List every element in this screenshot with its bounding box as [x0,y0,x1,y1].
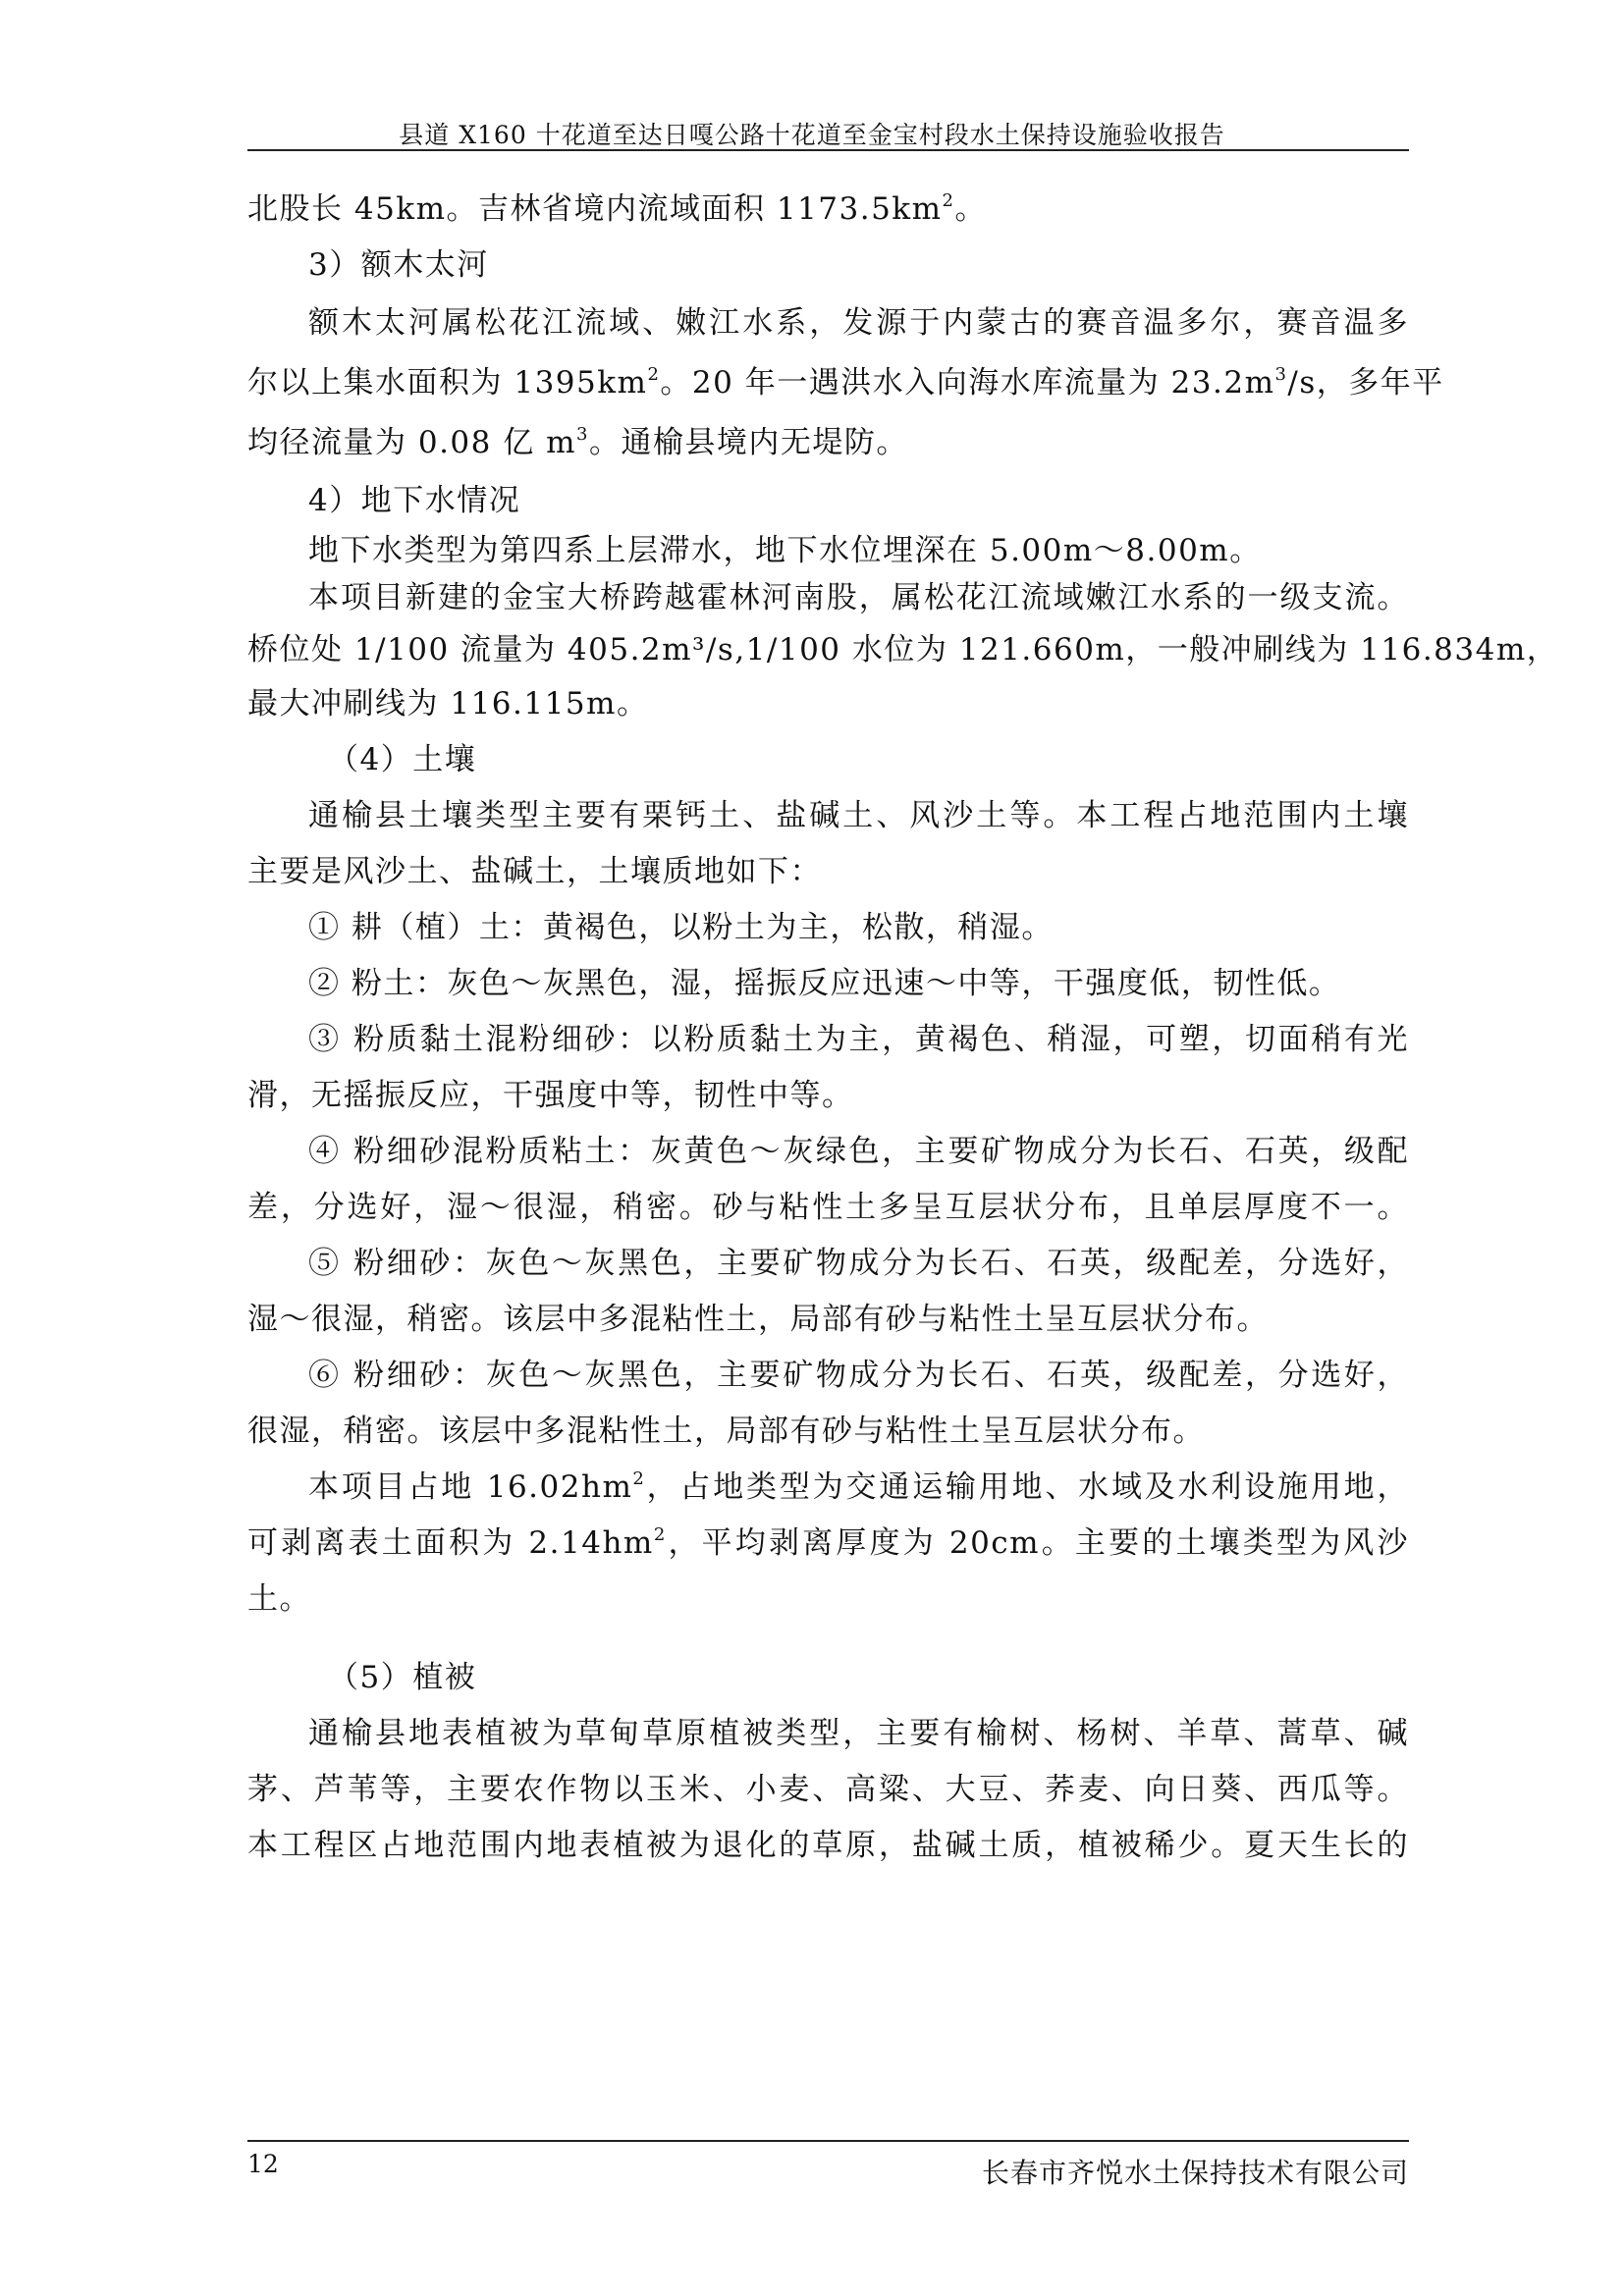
page-number: 12 [247,2150,279,2178]
footer-company-name: 长春市齐悦水土保持技术有限公司 [981,2157,1409,2189]
footer-divider [247,2140,1409,2142]
paragraph-line: 通榆县地表植被为草甸草原植被类型，主要有榆树、杨树、羊草、蒿草、碱 [308,1716,1409,1751]
paragraph-line: 最大冲刷线为 116.115m。 [247,686,649,721]
paragraph-line: 地下水类型为第四系上层滞水，地下水位埋深在 5.00m～8.00m。 [308,533,1262,568]
section-heading: 4）地下水情况 [308,483,521,518]
page-header-title: 县道 X160 十花道至达日嘎公路十花道至金宝村段水土保持设施验收报告 [399,121,1225,149]
paragraph-line: 北股长 45km。吉林省境内流域面积 $1173.5km^2$。 [247,189,987,227]
paragraph-line: 主要是风沙土、盐碱土，土壤质地如下： [247,854,822,889]
paragraph-line: 额木太河属松花江流域、嫩江水系，发源于内蒙古的赛音温多尔，赛音温多 [308,305,1409,341]
paragraph-line: 湿～很湿，稍密。该层中多混粘性土，局部有砂与粘性土呈互层状分布。 [247,1302,1269,1337]
paragraph-line: 通榆县土壤类型主要有栗钙土、盐碱土、风沙土等。本工程占地范围内土壤 [308,798,1409,833]
paragraph-line: 差，分选好，湿～很湿，稍密。砂与粘性土多呈互层状分布，且单层厚度不一。 [247,1190,1409,1225]
paragraph-line: 桥位处 1/100 流量为 405.2m³/s,1/100 水位为 121.660m，一般冲刷线为 116.834m， [247,632,1559,667]
section-heading: （4）土壤 [328,742,477,777]
paragraph-line: 尔以上集水面积为 $1395km^2$。20 年一遇洪水入向海水库流量为 $23.2m^3/s$，多年平 [247,363,1444,400]
paragraph-line: 均径流量为 0.08 亿 $m^3$。通榆县境内无堤防。 [247,423,908,460]
section-heading: 3）额木太河 [308,247,489,283]
paragraph-line: 茅、芦苇等，主要农作物以玉米、小麦、高粱、大豆、荞麦、向日葵、西瓜等。 [247,1772,1409,1807]
list-item: ④ 粉细砂混粉质粘土：灰黄色～灰绿色，主要矿物成分为长石、石英，级配 [308,1134,1409,1169]
paragraph-line: 本项目新建的金宝大桥跨越霍林河南股，属松花江流域嫩江水系的一级支流。 [308,580,1409,615]
paragraph-line: 本工程区占地范围内地表植被为退化的草原，盐碱土质，植被稀少。夏天生长的 [247,1828,1409,1863]
section-heading: （5）植被 [328,1660,477,1695]
paragraph-line: 滑，无摇振反应，干强度中等，韧性中等。 [247,1078,854,1113]
list-item: ② 粉土：灰色～灰黑色，湿，摇振反应迅速～中等，干强度低，韧性低。 [308,966,1341,1001]
paragraph-line: 土。 [247,1581,311,1617]
list-item: ③ 粉质黏土混粉细砂：以粉质黏土为主，黄褐色、稍湿，可塑，切面稍有光 [308,1022,1409,1057]
header-divider [247,149,1409,151]
list-item: ⑥ 粉细砂：灰色～灰黑色，主要矿物成分为长石、石英，级配差，分选好， [308,1358,1409,1393]
list-item: ⑤ 粉细砂：灰色～灰黑色，主要矿物成分为长石、石英，级配差，分选好， [308,1246,1409,1281]
document-body [247,182,1559,1874]
paragraph-line: 可剥离表土面积为 $2.14hm^2$，平均剥离厚度为 20cm。主要的土壤类型为风沙 [247,1523,1409,1561]
paragraph-line: 很湿，稍密。该层中多混粘性土，局部有砂与粘性土呈互层状分布。 [247,1414,1205,1449]
paragraph-line: 本项目占地 $16.02hm^2$，占地类型为交通运输用地、水域及水利设施用地， [308,1468,1409,1505]
list-item: ① 耕（植）土：黄褐色，以粉土为主，松散，稍湿。 [308,910,1054,945]
